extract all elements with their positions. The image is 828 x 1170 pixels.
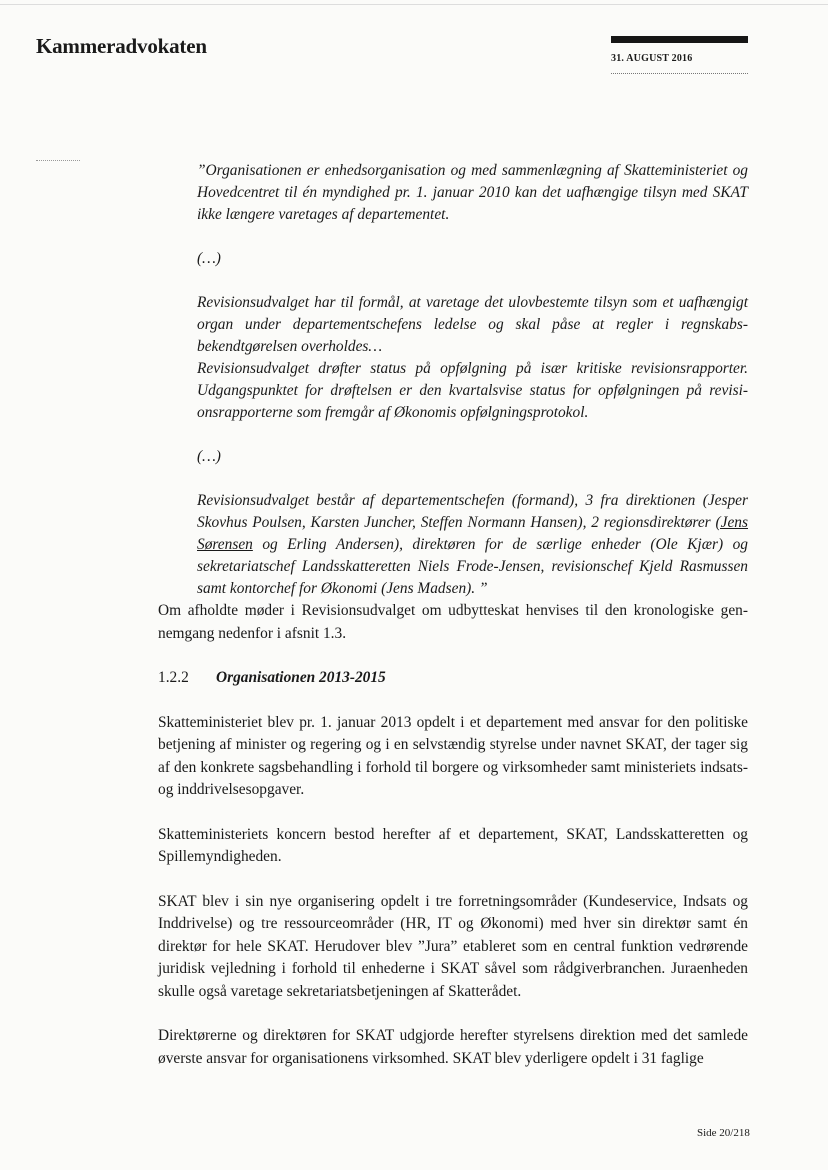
page-number: Side 20/218 [697,1127,750,1139]
top-rule [0,4,828,5]
body-paragraph-1: Om afholdte møder i Revisionsudvalget om udbytteskat henvises til den kronologiske gennemgang nedenfor i afsnit 1.3. [158,602,748,642]
date-underline [611,73,748,74]
body-paragraph-5: Direktørerne og direktøren for SKAT udgjorde herefter styrelsens direktion med det samlede øverste ansvar for organisationens virksomhed. SKAT blev yderligere opdelt i 31 faglige [158,1027,748,1067]
quote-p4-start: Revisionsudvalget består af departementschefen (formand), 3 fra direktionen (Jesper Skovhus Poulsen, Karsten Juncher, Steffen Normann Hansen), 2 regionsdirektører [197,492,748,531]
section-title: Organisationen 2013-2015 [216,669,386,686]
body-paragraph-3: Skatteministeriets koncern bestod herefter af et departement, SKAT, Landsskatteretten og Spillemyndigheden. [158,825,748,865]
organization-name: Kammeradvokaten [36,34,207,58]
header-bar [611,36,748,43]
section-number: 1.2.2 [158,669,189,686]
document-date: 31. AUGUST 2016 [611,53,693,64]
quote-paragraph-4 [197,490,748,600]
quote-paragraph-1: ”Organisationen er enhedsorganisation og med sammenlægning af Skatteministeriet og Hovedcentret til én myndighed pr. 1. januar 2010 kan det uafhængige tilsyn med SKAT ikke længere varetages af departementet. [197,162,748,223]
quote-p4-underlined: (Jens Sørensen [197,514,748,553]
quote-paragraph-2: Revisionsudvalget har til formål, at varetage det ulovbestemte tilsyn som et uafhængigt organ under departementschefens ledelse og skal påse at regler i regnskabsbekendtgørelsen overholdes… [197,294,748,355]
quote-paragraph-3: Revisionsudvalget drøfter status på opfølgning på især kritiske revisionsrapporter. Udgangspunktet for drøftelsen er den kvartalsvise status for opfølgningen på revisionsrapporterne som fremgår af Økonomis opfølgningsprotokol. [197,360,748,421]
margin-rule [36,160,80,161]
section-heading [158,667,748,690]
quote-p4-end: og Erling Andersen), direktøren for de særlige enheder (Ole Kjær) og sekretariatschef Landsskatteretten Niels Frode-Jensen, revisionschef Kjeld Rasmussen samt kontorchef for Økonomi (Jens Madsen). ” [197,536,748,597]
quote-ellipsis-2: (…) [197,448,221,465]
block-quote [197,160,748,600]
body-paragraph-2: Skatteministeriet blev pr. 1. januar 2013 opdelt i et departement med ansvar for den politiske betjening af minister og regering og i en selvstændig styrelse under navnet SKAT, der tager sig af den konkrete sagsbehandling i forhold til borgere og virksomheder samt ministeriets indsats- og inddrivelsesopgaver. [158,713,748,798]
quote-ellipsis-1: (…) [197,250,221,267]
body-paragraph-4: SKAT blev i sin nye organisering opdelt i tre forretningsområder (Kundeservice, Indsats og Inddrivelse) og tre ressourceområder (HR, IT og Økonomi) med hver sin direktør samt én direktør for hele SKAT. Herudover blev ”Jura” etableret som en central funktion vedrørende juridisk vejledning i forhold til enhederne i SKAT såvel som rådgiverbranchen. Juraenheden skulle også varetage sekretariatsbetjeningen af Skatterådet. [158,892,748,1000]
body-text [158,600,748,1092]
